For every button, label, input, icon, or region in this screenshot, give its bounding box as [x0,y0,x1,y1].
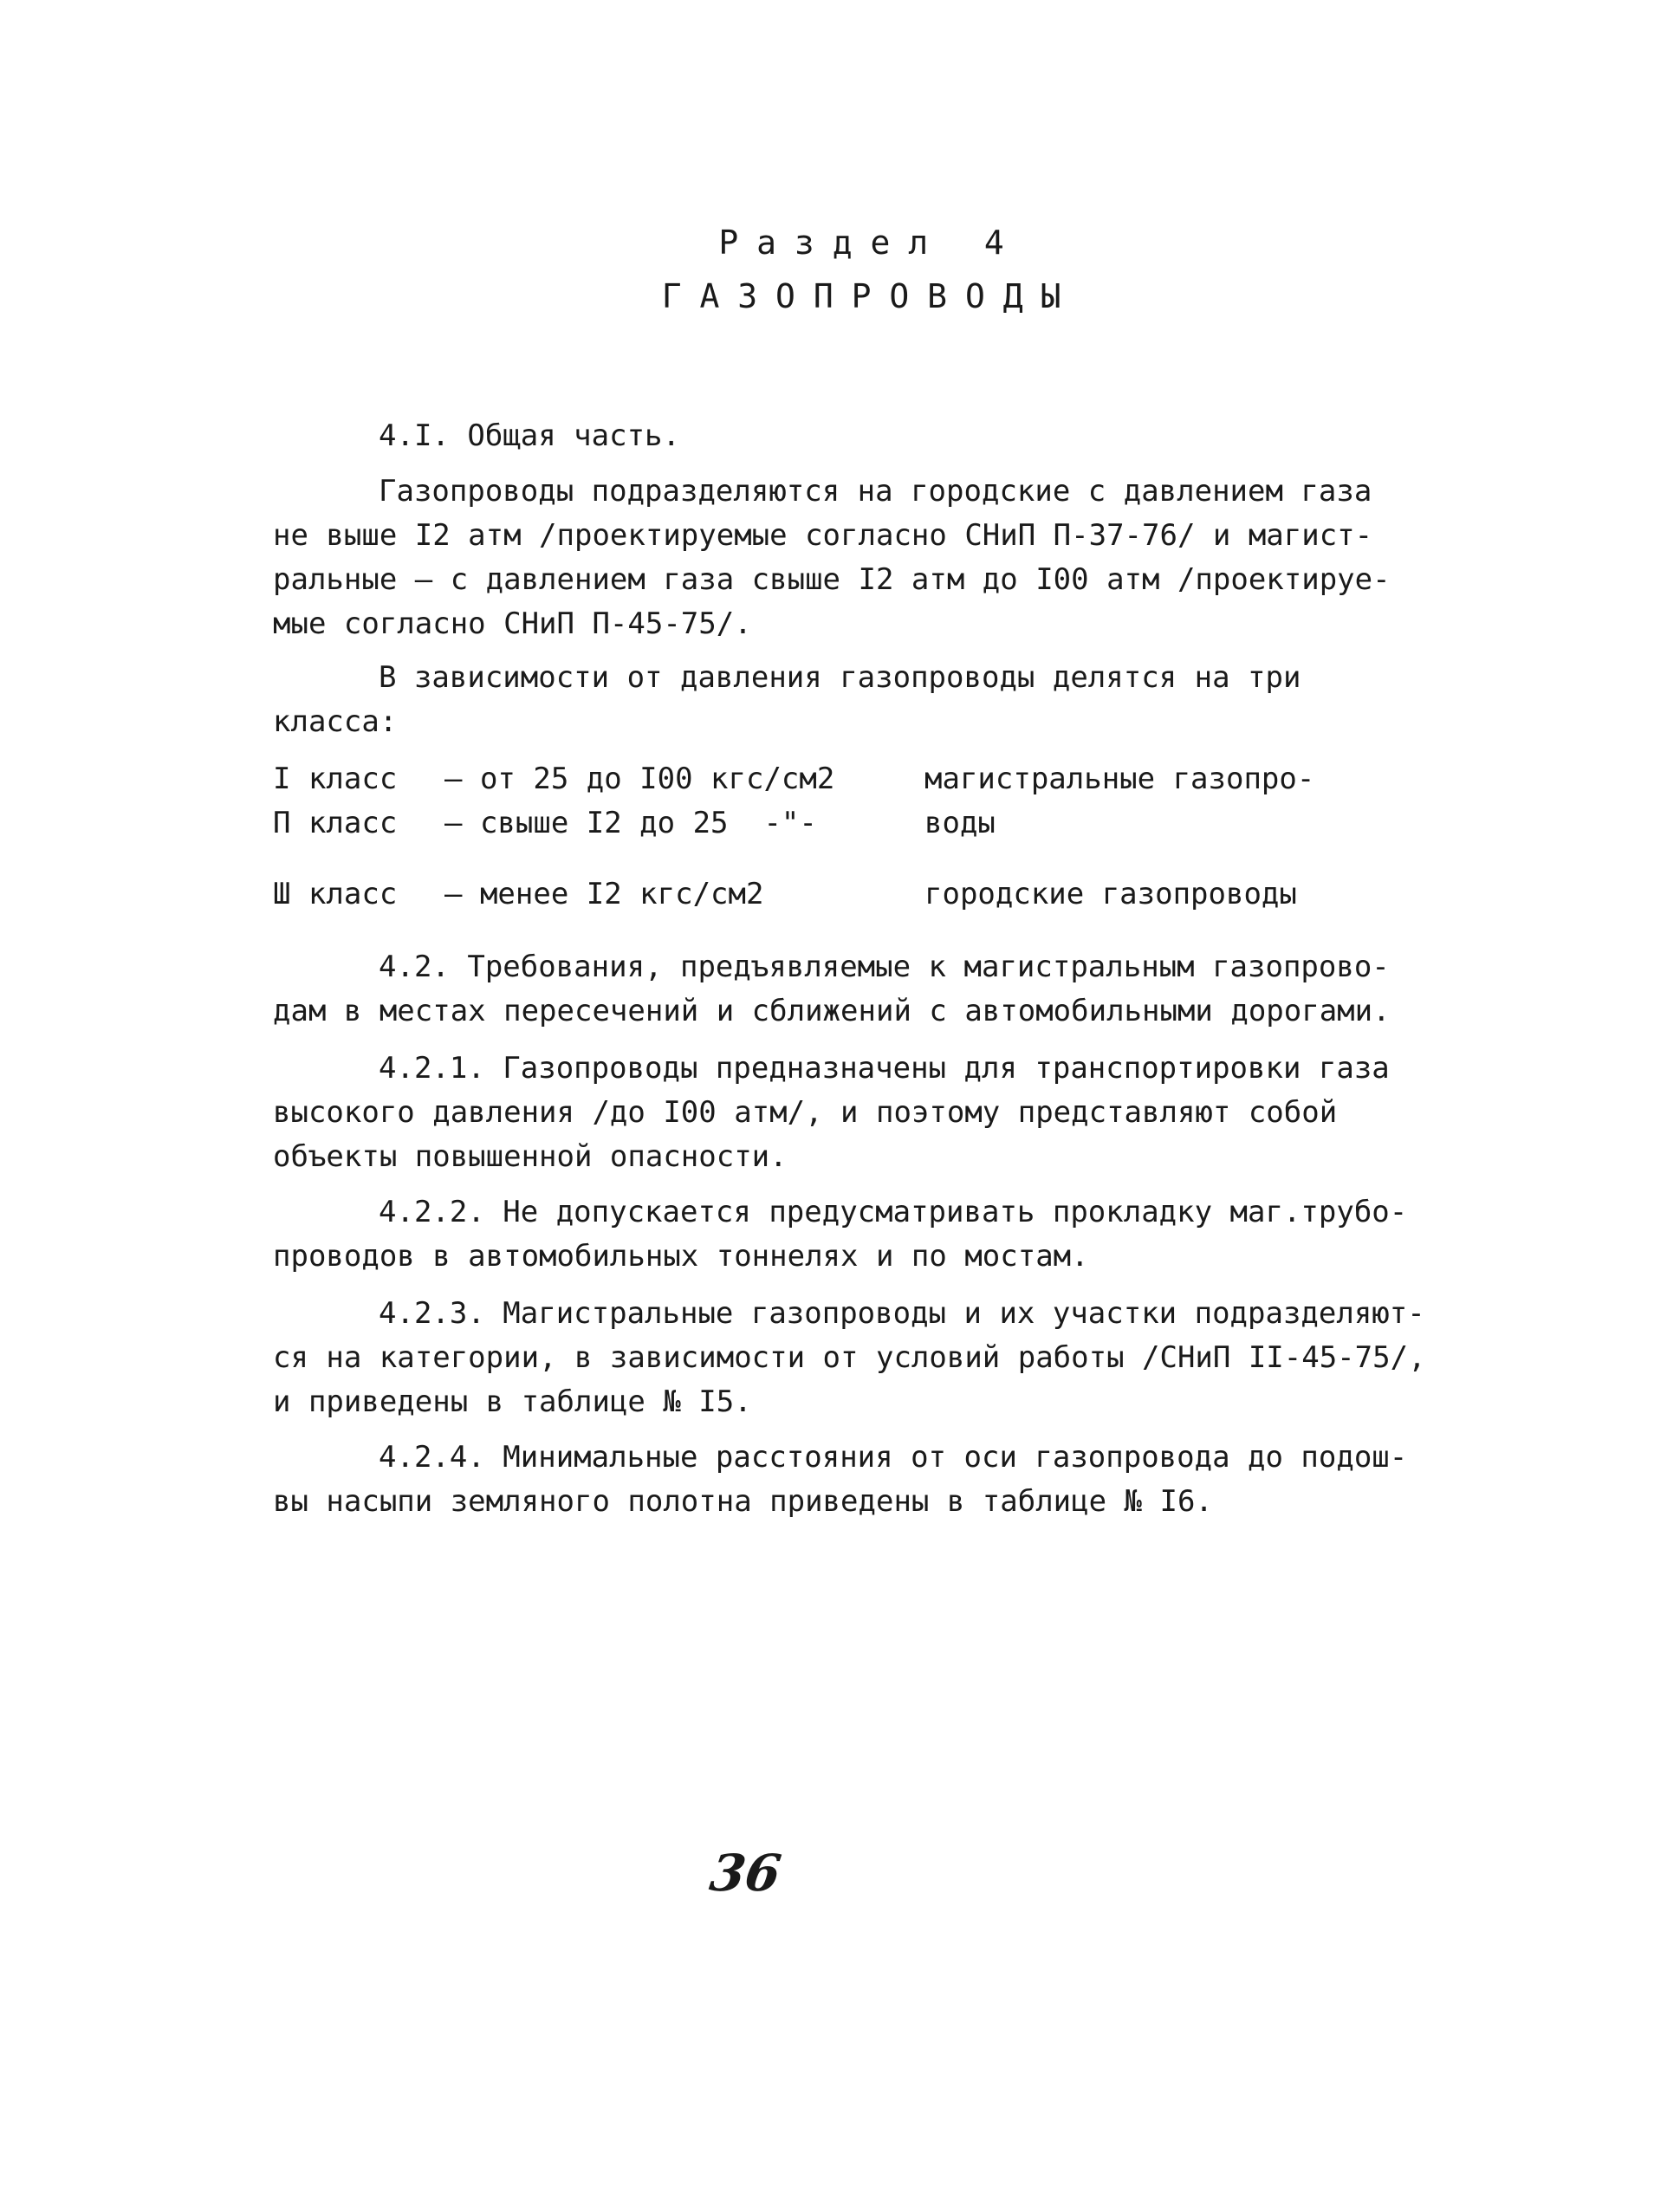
section-label: Раздел 4 [718,224,1022,262]
page-number: 36 [706,1844,785,1903]
paragraph-line: Газопроводы подразделяются на городские с давлением газа [379,474,1372,509]
section-title: ГАЗОПРОВОДЫ [661,277,1080,315]
clause-4-2-4: 4.2.4. Минимальные расстояния от оси газопровода до подош- вы насыпи земляного полотна приведены в таблице № I6. [273,1440,1408,1519]
class-row [273,801,1425,846]
class-range: – свыше I2 до 25 -"- [444,806,817,840]
subsection-heading-4-1: 4.I. Общая часть. [379,418,680,453]
paragraph-line: В зависимости от давления газопроводы делятся на три [379,660,1301,695]
class-name: Ш класс [273,877,398,911]
class-row [273,872,1425,917]
clause-4-2-3: 4.2.3. Магистральные газопроводы и их участки подразделяют- ся на категории, в зависимости от условий работы /СНиП II-45-75/, и приведены в таблице № I5. [273,1296,1426,1419]
intro-paragraph [273,470,1425,646]
clause-4-2-1: 4.2.1. Газопроводы предназначены для транспортировки газа высокого давления /до I00 атм/, и поэтому представляют собой объекты повышенной опасности. [273,1051,1390,1174]
class-description: городские газопроводы [924,877,1297,911]
class-range: – от 25 до I00 кгс/см2 [444,762,835,796]
class-description: магистральные газопро- [924,762,1315,796]
subsection-heading-4-2: 4.2. Требования, предъявляемые к магистральным газопрово- дам в местах пересечений и сближений с автомобильными дорогами. [273,950,1391,1028]
class-range: – менее I2 кгс/см2 [444,877,764,911]
classes-intro [273,656,1425,744]
class-row [273,757,1425,801]
paragraph-line: класса: [273,704,398,739]
class-description: воды [924,806,996,840]
paragraph-line: ральные – с давлением газа свыше I2 атм до I00 атм /проектируе- [273,562,1391,597]
paragraph-line: мые согласно СНиП П-45-75/. [273,606,752,641]
paragraph-line: не выше I2 атм /проектируемые согласно СНиП П-37-76/ и магист- [273,518,1373,553]
class-name: П класс [273,806,398,840]
clause-4-2-2: 4.2.2. Не допускается предусматривать прокладку маг.трубо- проводов в автомобильных тоннелях и по мостам. [273,1195,1408,1274]
class-name: I класс [273,762,398,796]
